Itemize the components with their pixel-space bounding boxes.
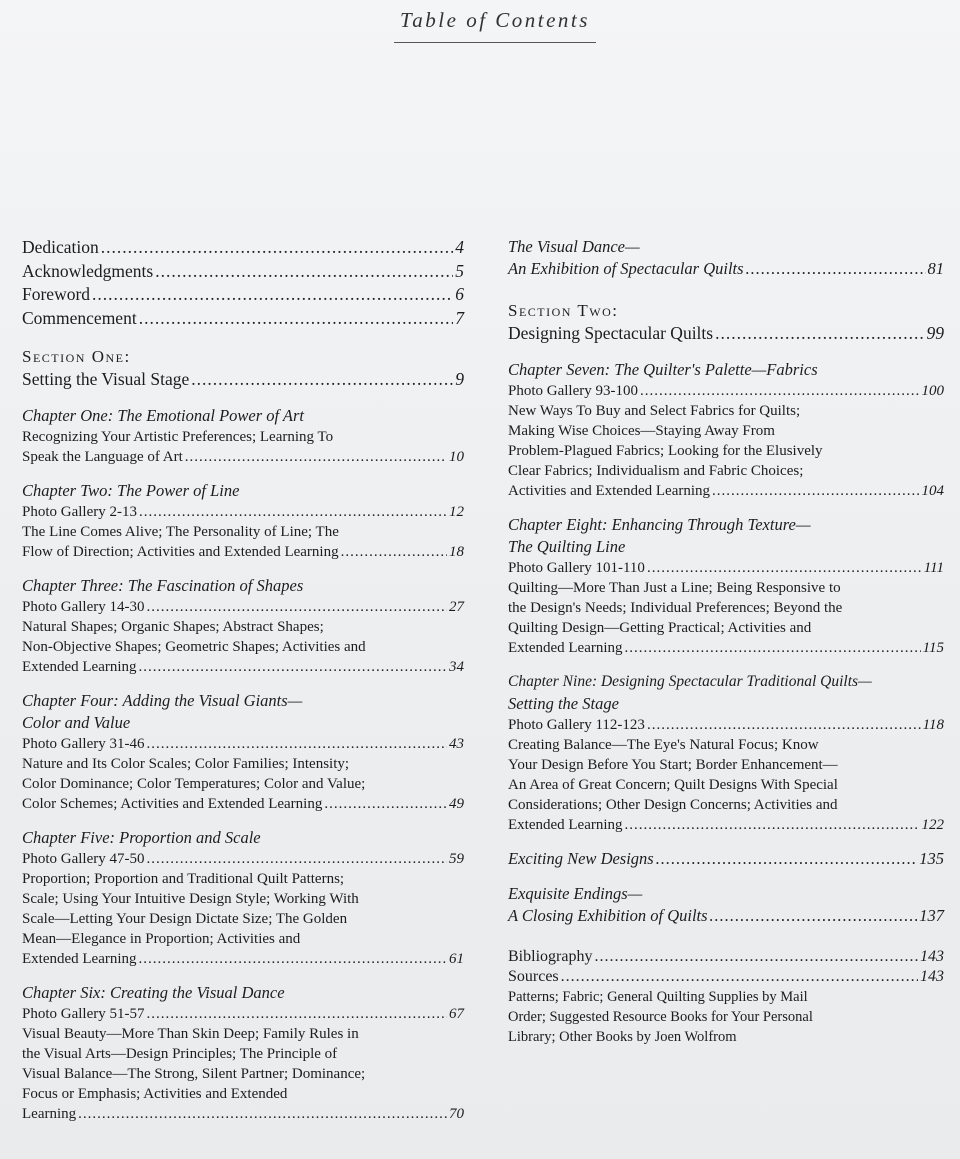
chapter-one [22,405,464,467]
chapter-six [22,982,464,1124]
chapter-title-cont: The Quilting Line [508,536,626,556]
toc-entry-section-one[interactable]: Setting the Visual Stage ..... 9 [22,368,464,392]
front-matter [22,236,464,330]
toc-entry[interactable]: Learning ..... 70 [22,1104,464,1124]
chapter-topics: Quilting Design—Getting Practical; Activities and [508,619,812,636]
photo-gallery-entry[interactable]: Photo Gallery 2-13 ..... 12 [22,502,464,522]
left-column [22,236,464,1137]
chapter-topics: Color Dominance; Color Temperatures; Color and Value; [22,775,366,792]
sources-description: Library; Other Books by Joen Wolfrom [508,1028,737,1045]
chapter-two [22,480,464,562]
chapter-topics: the Visual Arts—Design Principles; The Principle of [22,1045,338,1062]
chapter-topics: Problem-Plagued Fabrics; Looking for the Elusively [508,442,823,459]
chapter-topics: An Area of Great Concern; Quilt Designs With Special [508,776,838,793]
title-underline [394,42,596,43]
exquisite-endings [508,883,944,927]
toc-entry[interactable]: Extended Learning ..... 34 [22,657,464,677]
sources-description: Order; Suggested Resource Books for Your Personal [508,1008,813,1025]
photo-gallery-entry[interactable]: Photo Gallery 112-123 ..... 118 [508,715,944,735]
chapter-eight [508,514,944,658]
section-two [508,300,944,346]
toc-entry[interactable]: Flow of Direction; Activities and Extended Learning ..... 18 [22,542,464,562]
toc-entry-foreword[interactable]: Foreword ..... 6 [22,283,464,307]
chapter-title[interactable]: Chapter One: The Emotional Power of Art [22,405,305,425]
photo-gallery-entry[interactable]: Photo Gallery 101-110 ..... 111 [508,558,944,578]
visual-dance-exhibition [508,236,944,280]
toc-entry-section-two[interactable]: Designing Spectacular Quilts ..... 99 [508,322,944,346]
exhibition-title[interactable]: The Visual Dance— [508,237,640,256]
exciting-new-designs [508,848,944,870]
chapter-title[interactable]: Chapter Seven: The Quilter's Palette—Fabrics [508,359,818,379]
chapter-topics: Natural Shapes; Organic Shapes; Abstract Shapes; [22,618,324,635]
chapter-four [22,690,464,814]
chapter-topics: Clear Fabrics; Individualism and Fabric Choices; [508,462,804,479]
toc-entry[interactable]: Extended Learning ..... 61 [22,949,464,969]
chapter-title[interactable]: Chapter Nine: Designing Spectacular Traditional Quilts— [508,672,872,690]
section-heading: Section Two: [508,301,619,320]
chapter-topics: The Line Comes Alive; The Personality of Line; The [22,523,339,540]
toc-entry-sources[interactable]: Sources ..... 143 [508,967,944,987]
sources-description: Patterns; Fabric; General Quilting Supplies by Mail [508,988,808,1005]
chapter-topics: Creating Balance—The Eye's Natural Focus; Know [508,736,819,753]
toc-entry[interactable]: Color Schemes; Activities and Extended Learning ..... 49 [22,794,464,814]
chapter-topics: Your Design Before You Start; Border Enhancement— [508,756,838,773]
toc-entry[interactable]: Extended Learning ..... 122 [508,815,944,835]
chapter-topics: New Ways To Buy and Select Fabrics for Quilts; [508,402,801,419]
right-column [508,236,944,1060]
chapter-topics: Scale—Letting Your Design Dictate Size; The Golden [22,910,348,927]
chapter-title[interactable]: Chapter Two: The Power of Line [22,480,240,500]
photo-gallery-entry[interactable]: Photo Gallery 31-46 ..... 43 [22,734,464,754]
chapter-topics: Nature and Its Color Scales; Color Families; Intensity; [22,755,350,772]
chapter-title[interactable]: Chapter Four: Adding the Visual Giants— [22,690,303,710]
chapter-topics: Focus or Emphasis; Activities and Extended [22,1085,288,1102]
chapter-topics: Quilting—More Than Just a Line; Being Responsive to [508,579,841,596]
photo-gallery-entry[interactable]: Photo Gallery 93-100 ..... 100 [508,381,944,401]
toc-entry-commencement[interactable]: Commencement ..... 7 [22,307,464,331]
chapter-five [22,827,464,969]
photo-gallery-entry[interactable]: Photo Gallery 47-50 ..... 59 [22,849,464,869]
toc-entry[interactable]: Speak the Language of Art ..... 10 [22,447,464,467]
chapter-three [22,575,464,677]
chapter-topics: Visual Balance—The Strong, Silent Partner; Dominance; [22,1065,366,1082]
chapter-topics: Scale; Using Your Intuitive Design Style; Working With [22,890,359,907]
chapter-title[interactable]: Chapter Eight: Enhancing Through Texture— [508,514,811,534]
chapter-title[interactable]: Chapter Five: Proportion and Scale [22,827,261,847]
toc-entry-bibliography[interactable]: Bibliography ..... 143 [508,947,944,967]
chapter-title[interactable]: Chapter Six: Creating the Visual Dance [22,982,285,1002]
back-matter [508,947,944,1047]
toc-entry[interactable]: A Closing Exhibition of Quilts ..... 137 [508,905,944,927]
chapter-topics: Visual Beauty—More Than Skin Deep; Family Rules in [22,1025,359,1042]
page-title: Table of Contents [400,8,590,32]
section-heading: Section One: [22,347,131,366]
photo-gallery-entry[interactable]: Photo Gallery 14-30 ..... 27 [22,597,464,617]
chapter-seven [508,359,944,501]
toc-entry[interactable]: An Exhibition of Spectacular Quilts ..... 81 [508,258,944,280]
toc-entry[interactable]: Activities and Extended Learning ..... 104 [508,481,944,501]
chapter-title[interactable]: Chapter Three: The Fascination of Shapes [22,575,304,595]
chapter-topics: Proportion; Proportion and Traditional Quilt Patterns; [22,870,345,887]
endings-title[interactable]: Exquisite Endings— [508,883,643,903]
chapter-topics: Mean—Elegance in Proportion; Activities and [22,930,301,947]
toc-entry[interactable]: Extended Learning ..... 115 [508,638,944,658]
chapter-title-cont: Setting the Stage [508,693,619,713]
section-one [22,346,464,392]
chapter-topics: Considerations; Other Design Concerns; Activities and [508,796,838,813]
chapter-topics: Making Wise Choices—Staying Away From [508,422,775,439]
chapter-nine [508,671,944,835]
chapter-title-cont: Color and Value [22,712,131,732]
chapter-topics: Non-Objective Shapes; Geometric Shapes; Activities and [22,638,366,655]
toc-entry-acknowledgments[interactable]: Acknowledgments ..... 5 [22,260,464,284]
photo-gallery-entry[interactable]: Photo Gallery 51-57 ..... 67 [22,1004,464,1024]
toc-entry[interactable]: Exciting New Designs ..... 135 [508,848,944,870]
toc-entry-dedication[interactable]: Dedication ..... 4 [22,236,464,260]
chapter-topics: Recognizing Your Artistic Preferences; Learning To [22,428,334,445]
chapter-topics: the Design's Needs; Individual Preferences; Beyond the [508,599,843,616]
